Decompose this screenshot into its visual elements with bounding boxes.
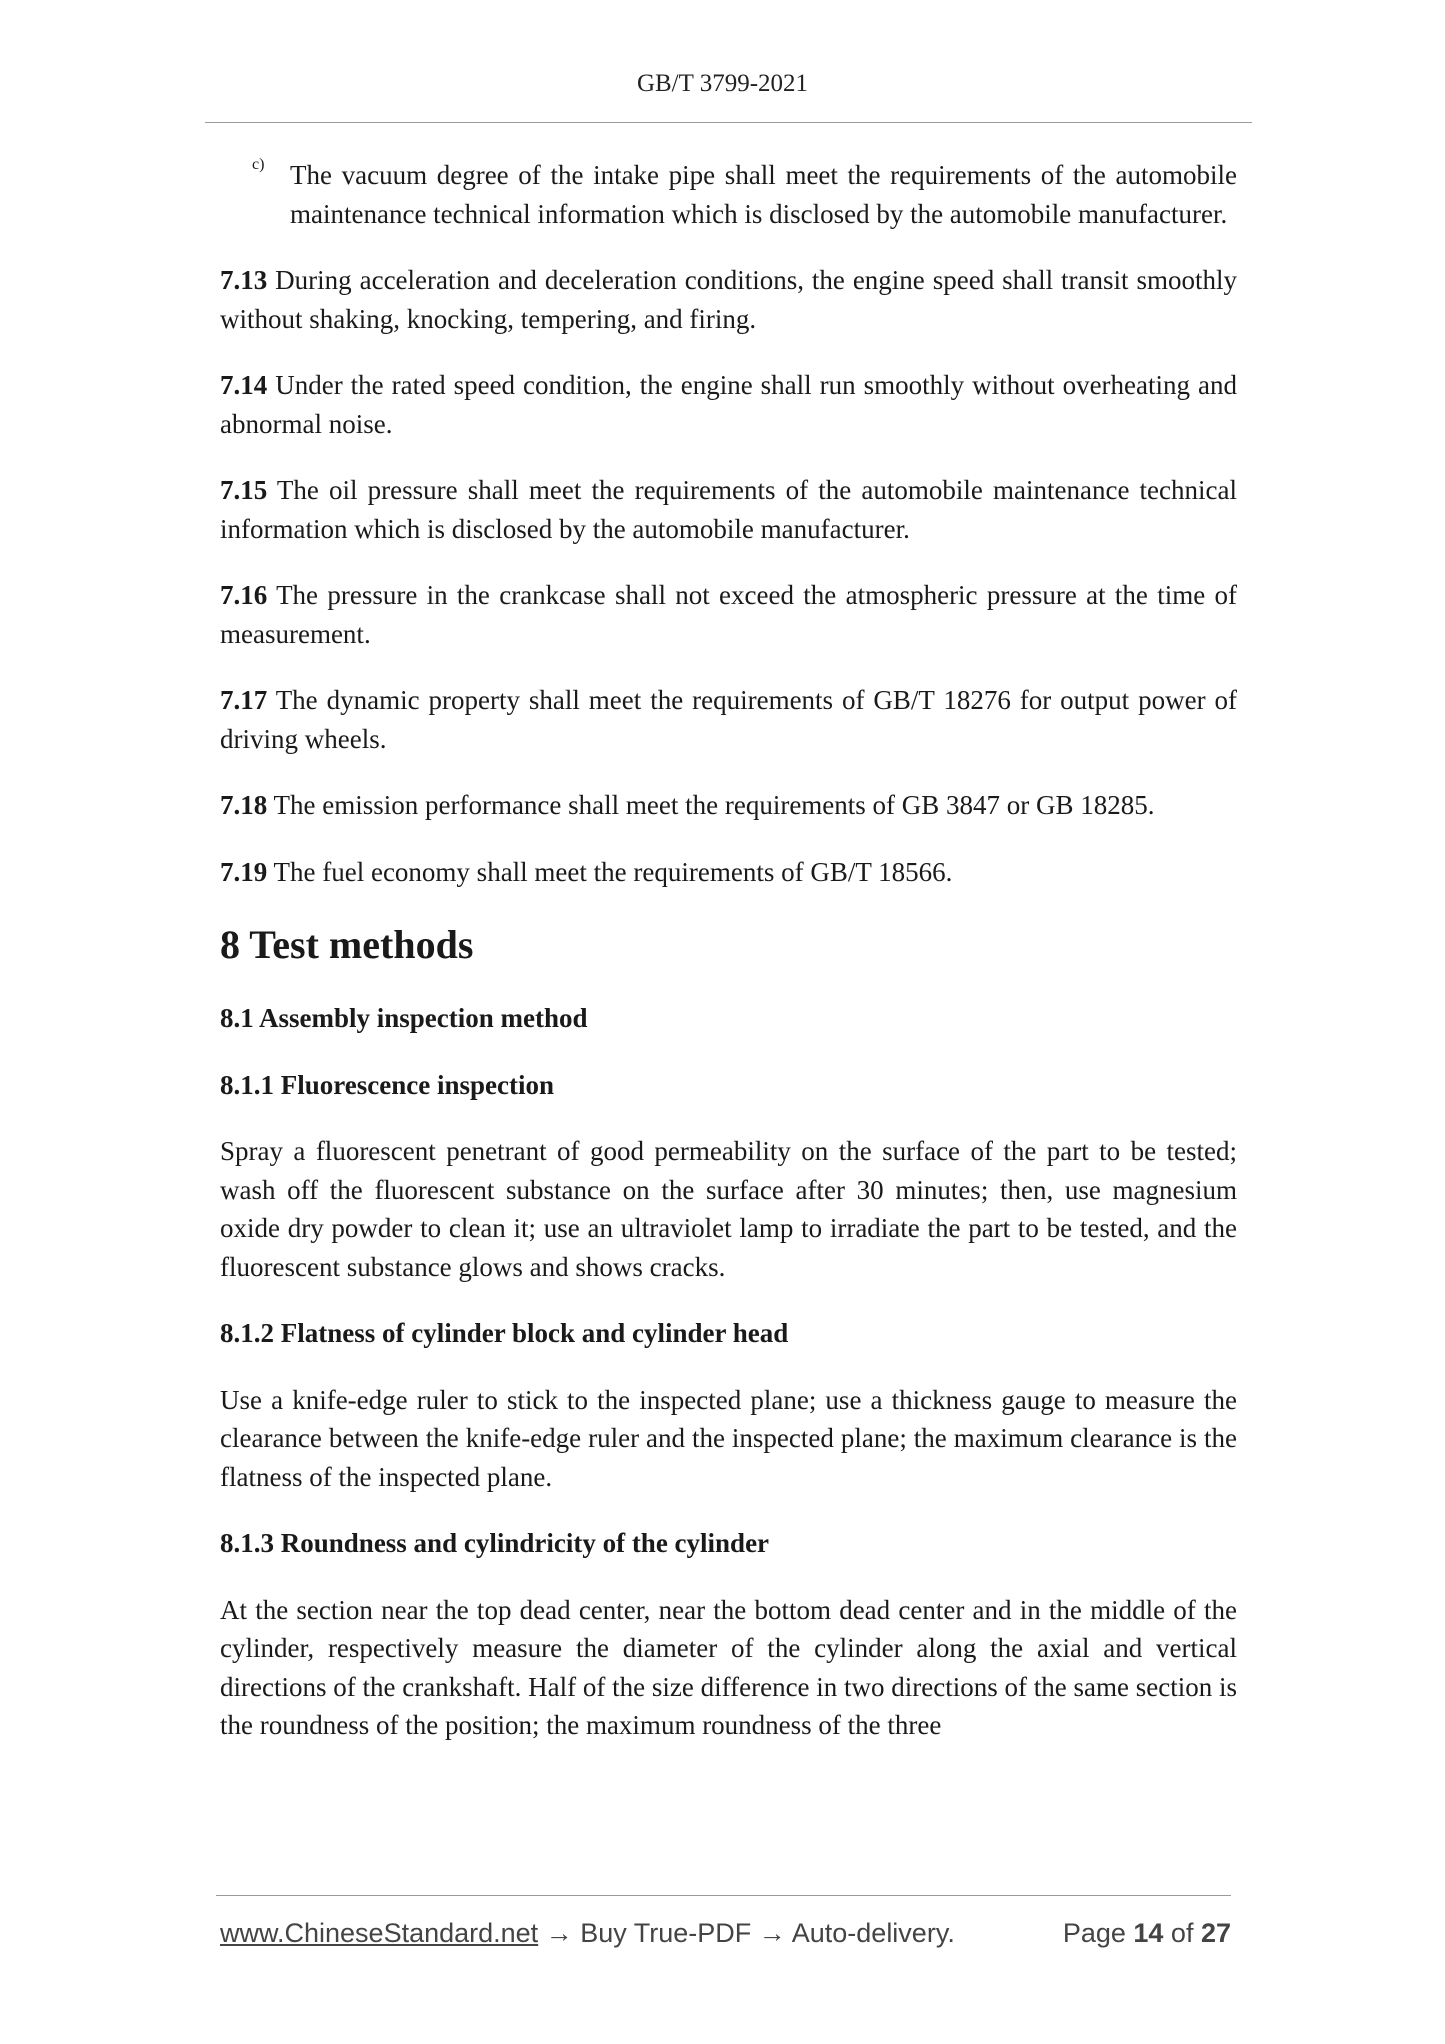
clause-7-17: [220, 681, 1237, 758]
list-item-c: [220, 156, 1237, 233]
header-divider: [205, 122, 1252, 123]
clause-number: 7.17: [220, 685, 268, 715]
clause-text: The fuel economy shall meet the requirements of GB/T 18566.: [267, 856, 953, 887]
clause-7-15: [220, 471, 1237, 548]
subsection-heading-8-1-3: 8.1.3 Roundness and cylindricity of the cylinder: [220, 1528, 770, 1558]
clause-number: 7.18: [220, 790, 268, 820]
section-heading-8: 8 Test methods: [220, 922, 474, 967]
page-indicator: [1063, 1918, 1231, 1949]
clause-number: 7.15: [220, 475, 268, 505]
page-of: of: [1163, 1918, 1201, 1948]
footer-promo: [220, 1918, 955, 1949]
clause-text: During acceleration and deceleration conditions, the engine speed shall transit smoothly without shaking, knocking, tempering, and firing.: [220, 265, 1237, 334]
clause-7-14: [220, 366, 1237, 443]
paragraph-8-1-2: Use a knife-edge ruler to stick to the inspected plane; use a thickness gauge to measure the clearance between the knife-edge ruler and the inspected plane; the maximum clearance is the flatness of the inspected plane.: [220, 1384, 1237, 1492]
clause-7-13: [220, 261, 1237, 338]
page-number: 14: [1133, 1918, 1164, 1948]
subsection-heading-8-1-2: 8.1.2 Flatness of cylinder block and cylinder head: [220, 1318, 789, 1348]
paragraph-8-1-1: Spray a fluorescent penetrant of good permeability on the surface of the part to be tested; wash off the fluorescent substance on the surface after 30 minutes; then, use magnesium oxide dry powder to clean it; use an ultraviolet lamp to irradiate the part to be tested, and the fluorescent substance glows and shows cracks.: [220, 1136, 1237, 1282]
clause-7-18: [220, 786, 1237, 825]
clause-text: The emission performance shall meet the requirements of GB 3847 or GB 18285.: [267, 790, 1155, 820]
page-prefix: Page: [1062, 1918, 1134, 1948]
clause-number: 7.13: [220, 265, 268, 295]
subsection-heading-8-1-1: 8.1.1 Fluorescence inspection: [220, 1069, 554, 1100]
paragraph-8-1-3: At the section near the top dead center, near the bottom dead center and in the middle of the cylinder, respectively measure the diameter of the cylinder along the axial and vertical directions of the crankshaft. Half of the size difference in two directions of the same section is the roundness of the position; the maximum roundness of the three: [220, 1594, 1237, 1740]
website-link[interactable]: www.ChineseStandard.net: [220, 1918, 539, 1948]
clause-7-16: [220, 576, 1237, 653]
clause-text: The pressure in the crankcase shall not exceed the atmospheric pressure at the time of measurement.: [220, 580, 1237, 649]
subsection-heading-8-1: 8.1 Assembly inspection method: [220, 1003, 588, 1033]
list-item-text: The vacuum degree of the intake pipe shall meet the requirements of the automobile maintenance technical information which is disclosed by the automobile manufacturer.: [290, 160, 1237, 229]
clause-7-19: [220, 853, 1237, 892]
clause-number: 7.14: [220, 370, 268, 400]
clause-text: The oil pressure shall meet the requirements of the automobile maintenance technical information which is disclosed by the automobile manufacturer.: [220, 475, 1237, 544]
page-header: GB/T 3799-2021: [636, 70, 809, 97]
footer-divider: [216, 1895, 1231, 1896]
clause-text: Under the rated speed condition, the engine shall run smoothly without overheating and abnormal noise.: [220, 370, 1237, 439]
list-item-label: c): [252, 156, 265, 173]
page-footer: [220, 1918, 1231, 1954]
document-body: [220, 156, 1237, 1773]
footer-promo-text: → Buy True-PDF → Auto-delivery.: [538, 1918, 955, 1948]
clause-text: The dynamic property shall meet the requirements of GB/T 18276 for output power of driving wheels.: [220, 685, 1237, 754]
clause-number: 7.16: [220, 580, 268, 610]
page-total: 27: [1200, 1918, 1231, 1948]
clause-number: 7.19: [220, 856, 268, 887]
